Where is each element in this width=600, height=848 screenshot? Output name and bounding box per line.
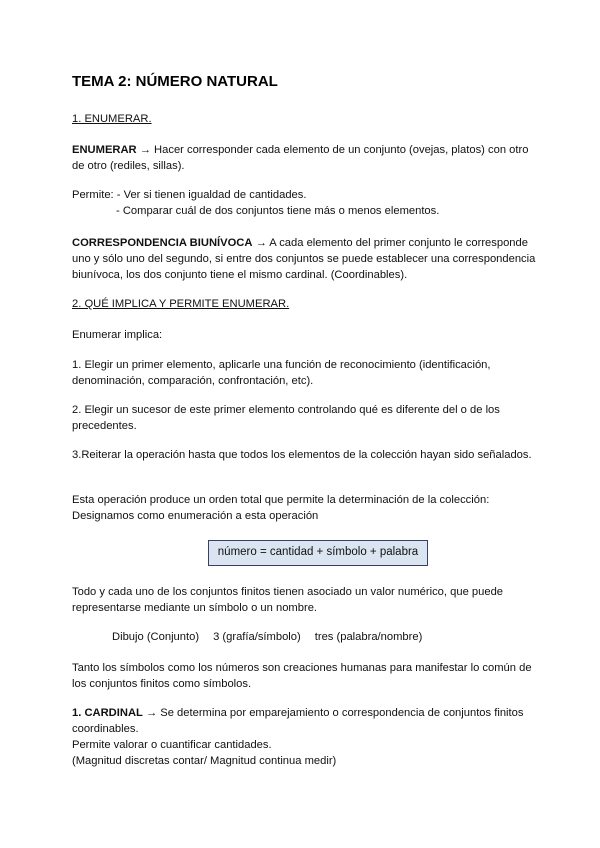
- implica-item-2: 2. Elegir un sucesor de este primer elemento controlando qué es diferente del o de los precedentes.: [72, 404, 500, 432]
- example-drawing: Dibujo (Conjunto): [112, 631, 200, 643]
- conjuntos-text: Todo y cada uno de los conjuntos finitos tienen asociado un valor numérico, que puede representarse mediante un símbolo o un nombre.: [72, 586, 504, 614]
- permite-line-1: [72, 187, 542, 203]
- example-row: [112, 629, 436, 645]
- enumerar-def: → Hacer corresponder cada elemento de un conjunto (ovejas, platos) con otro de otro (rediles, sillas).: [72, 144, 529, 172]
- operation-line-2: Designamos como enumeración a esta operación: [72, 510, 319, 522]
- correspondencia-def: → A cada elemento del primer conjunto le corresponde uno y sólo uno del segundo, si entre dos conjuntos se puede establecer una correspondencia biunívoca, los dos conjunto tiene el mismo cardinal. (Coordinables).: [72, 237, 536, 281]
- correspondencia-definition: [72, 235, 542, 283]
- correspondencia-term: CORRESPONDENCIA BIUNÍVOCA: [72, 237, 253, 249]
- implica-item-3: 3.Reiterar la operación hasta que todos los elementos de la colección hayan sido señalados.: [72, 449, 532, 461]
- section-2-heading: 2. QUÉ IMPLICA Y PERMITE ENUMERAR.: [72, 298, 290, 310]
- permite-item-2: - Comparar cuál de dos conjuntos tiene más o menos elementos.: [116, 205, 440, 217]
- enumerar-definition: [72, 142, 542, 174]
- operation-line-1: Esta operación produce un orden total que permite la determinación de la colección:: [72, 494, 490, 506]
- implica-item-1: 1. Elegir un primer elemento, aplicarle una función de reconocimiento (identificación, denominación, comparación, confrontación, etc).: [72, 359, 491, 387]
- cardinal-line-3: (Magnitud discretas contar/ Magnitud continua medir): [72, 755, 337, 767]
- example-symbol: 3 (grafía/símbolo): [213, 631, 301, 643]
- cardinal-def: → Se determina por emparejamiento o correspondencia de conjuntos finitos coordinables.: [72, 707, 524, 735]
- enumerar-term: ENUMERAR: [72, 144, 137, 156]
- cardinal-line-2: Permite valorar o cuantificar cantidades.: [72, 739, 272, 751]
- cardinal-block: [72, 705, 542, 769]
- symbols-text: Tanto los símbolos como los números son creaciones humanas para manifestar lo común de los conjuntos finitos como símbolos.: [72, 662, 532, 690]
- page-title: TEMA 2: NÚMERO NATURAL: [72, 73, 278, 90]
- section-1-heading: 1. ENUMERAR.: [72, 113, 152, 125]
- operation-text: [72, 492, 542, 524]
- cardinal-term: 1. CARDINAL: [72, 707, 143, 719]
- cardinal-line-1: [72, 705, 542, 737]
- example-word: tres (palabra/nombre): [314, 631, 423, 643]
- enumerar-implica: Enumerar implica:: [72, 329, 163, 341]
- formula-box: número = cantidad + símbolo + palabra: [208, 540, 428, 566]
- permite-item-1: - Ver si tienen igualdad de cantidades.: [116, 189, 307, 201]
- permite-label: Permite:: [72, 189, 114, 201]
- permite-block: [72, 187, 542, 219]
